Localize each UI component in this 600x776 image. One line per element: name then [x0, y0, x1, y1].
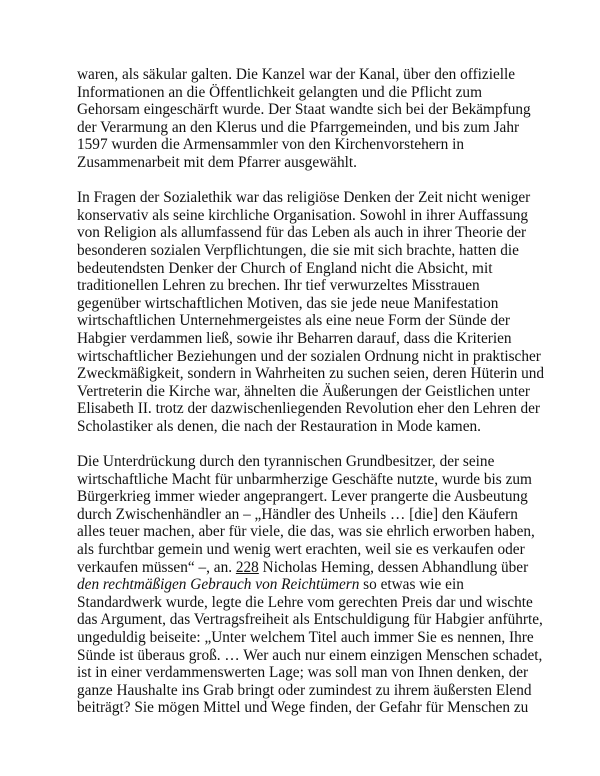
paragraph-2: [77, 189, 545, 435]
text-segment: so etwas wie ein: [359, 576, 464, 594]
footnote-link[interactable]: 228: [235, 558, 259, 576]
text-line: bedeutendsten Denker der Church of England nicht die Absicht, mit: [77, 259, 493, 277]
text-line: konservativ als seine kirchliche Organisation. Sowohl in ihrer Auffassung: [77, 206, 529, 224]
text-line: ist in einer verdammenswerten Lage; was soll man von Ihnen denken, der: [77, 664, 529, 682]
text-line: der Verarmung an den Klerus und die Pfarrgemeinden, und bis zum Jahr: [77, 118, 520, 136]
text-line: besonderen sozialen Verpflichtungen, die sie mit sich brachte, hatten die: [77, 241, 519, 259]
text-line: Die Unterdrückung durch den tyrannischen Grundbesitzer, der seine: [77, 453, 495, 471]
text-line: Sünde ist überaus groß. … Wer auch nur einem einzigen Menschen schadet,: [77, 646, 543, 664]
text-line: 1597 wurden die Armensammler von den Kirchenvorstehern in: [77, 136, 464, 154]
text-line: ganze Haushalte ins Grab bringt oder zumindest zu ihrem äußersten Elend: [77, 681, 532, 699]
text-line: Zusammenarbeit mit dem Pfarrer ausgewählt.: [77, 153, 357, 171]
text-line: traditionellen Lehren zu brechen. Ihr tief verwurzeltes Misstrauen: [77, 277, 480, 295]
text-line: durch Zwischenhändler an – „Händler des Unheils … [die] den Käufern: [77, 505, 518, 523]
text-column: [77, 66, 545, 735]
text-line: das Argument, das Vertragsfreiheit als Entschuldigung für Habgier anführte,: [77, 611, 543, 629]
text-line: Scholastiker als denen, die nach der Restauration in Mode kamen.: [77, 417, 481, 435]
text-line: Gehorsam eingeschärft wurde. Der Staat wandte sich bei der Bekämpfung: [77, 101, 531, 119]
text-line: Standardwerk wurde, legte die Lehre vom gerechten Preis dar und wischte: [77, 593, 533, 611]
text-line: als furchtbar gemein und wenig wert erachten, weil sie es verkaufen oder: [77, 541, 525, 559]
text-line: Informationen an die Öffentlichkeit gelangten und die Pflicht zum: [77, 83, 482, 101]
text-line: Zweckmäßigkeit, sondern in Wahrheiten zu suchen seien, deren Hüterin und: [77, 365, 545, 383]
text-segment: Nicholas Heming, dessen Abhandlung über: [258, 558, 529, 576]
text-line-with-footnote: [77, 559, 537, 577]
text-line: alles teuer machen, aber für viele, die das, was sie ehrlich erworben haben,: [77, 523, 535, 541]
text-line: beiträgt? Sie mögen Mittel und Wege finden, der Gefahr für Menschen zu: [77, 699, 529, 717]
text-line: wirtschaftlicher Beziehungen und der sozialen Ordnung nicht in praktischer: [77, 347, 541, 365]
text-line: gegenüber wirtschaftlichen Motiven, das sie jede neue Manifestation: [77, 294, 499, 312]
text-line: Elisabeth II. trotz der dazwischenliegenden Revolution eher den Lehren der: [77, 400, 540, 418]
text-line: wirtschaftliche Macht für unbarmherzige Geschäfte nutzte, wurde bis zum: [77, 470, 532, 488]
text-line: In Fragen der Sozialethik war das religiöse Denken der Zeit nicht weniger: [77, 189, 531, 207]
paragraph-3: [77, 453, 543, 717]
text-line: Vertreterin die Kirche war, ähnelten die Äußerungen der Geistlichen unter: [77, 382, 531, 400]
text-segment: verkaufen müssen“ –, an.: [77, 558, 236, 576]
text-line: ungeduldig beiseite: „Unter welchem Titel auch immer Sie es nennen, Ihre: [77, 629, 534, 646]
text-line: Habgier verdammen ließ, sowie ihr Beharren darauf, dass die Kriterien: [77, 329, 512, 347]
book-title: den rechtmäßigen Gebrauch von Reichtümern: [77, 576, 360, 594]
text-line: von Religion als allumfassend für das Leben als auch in ihrer Theorie der: [77, 224, 527, 242]
paragraph-1: [77, 66, 537, 172]
text-line-with-title: [77, 576, 537, 594]
text-line: Bürgerkrieg immer wieder angeprangert. Lever prangerte die Ausbeutung: [77, 488, 528, 506]
text-line: wirtschaftlichen Unternehmergeistes als eine neue Form der Sünde der: [77, 312, 510, 330]
text-line: waren, als säkular galten. Die Kanzel war der Kanal, über den offizielle: [77, 66, 516, 83]
